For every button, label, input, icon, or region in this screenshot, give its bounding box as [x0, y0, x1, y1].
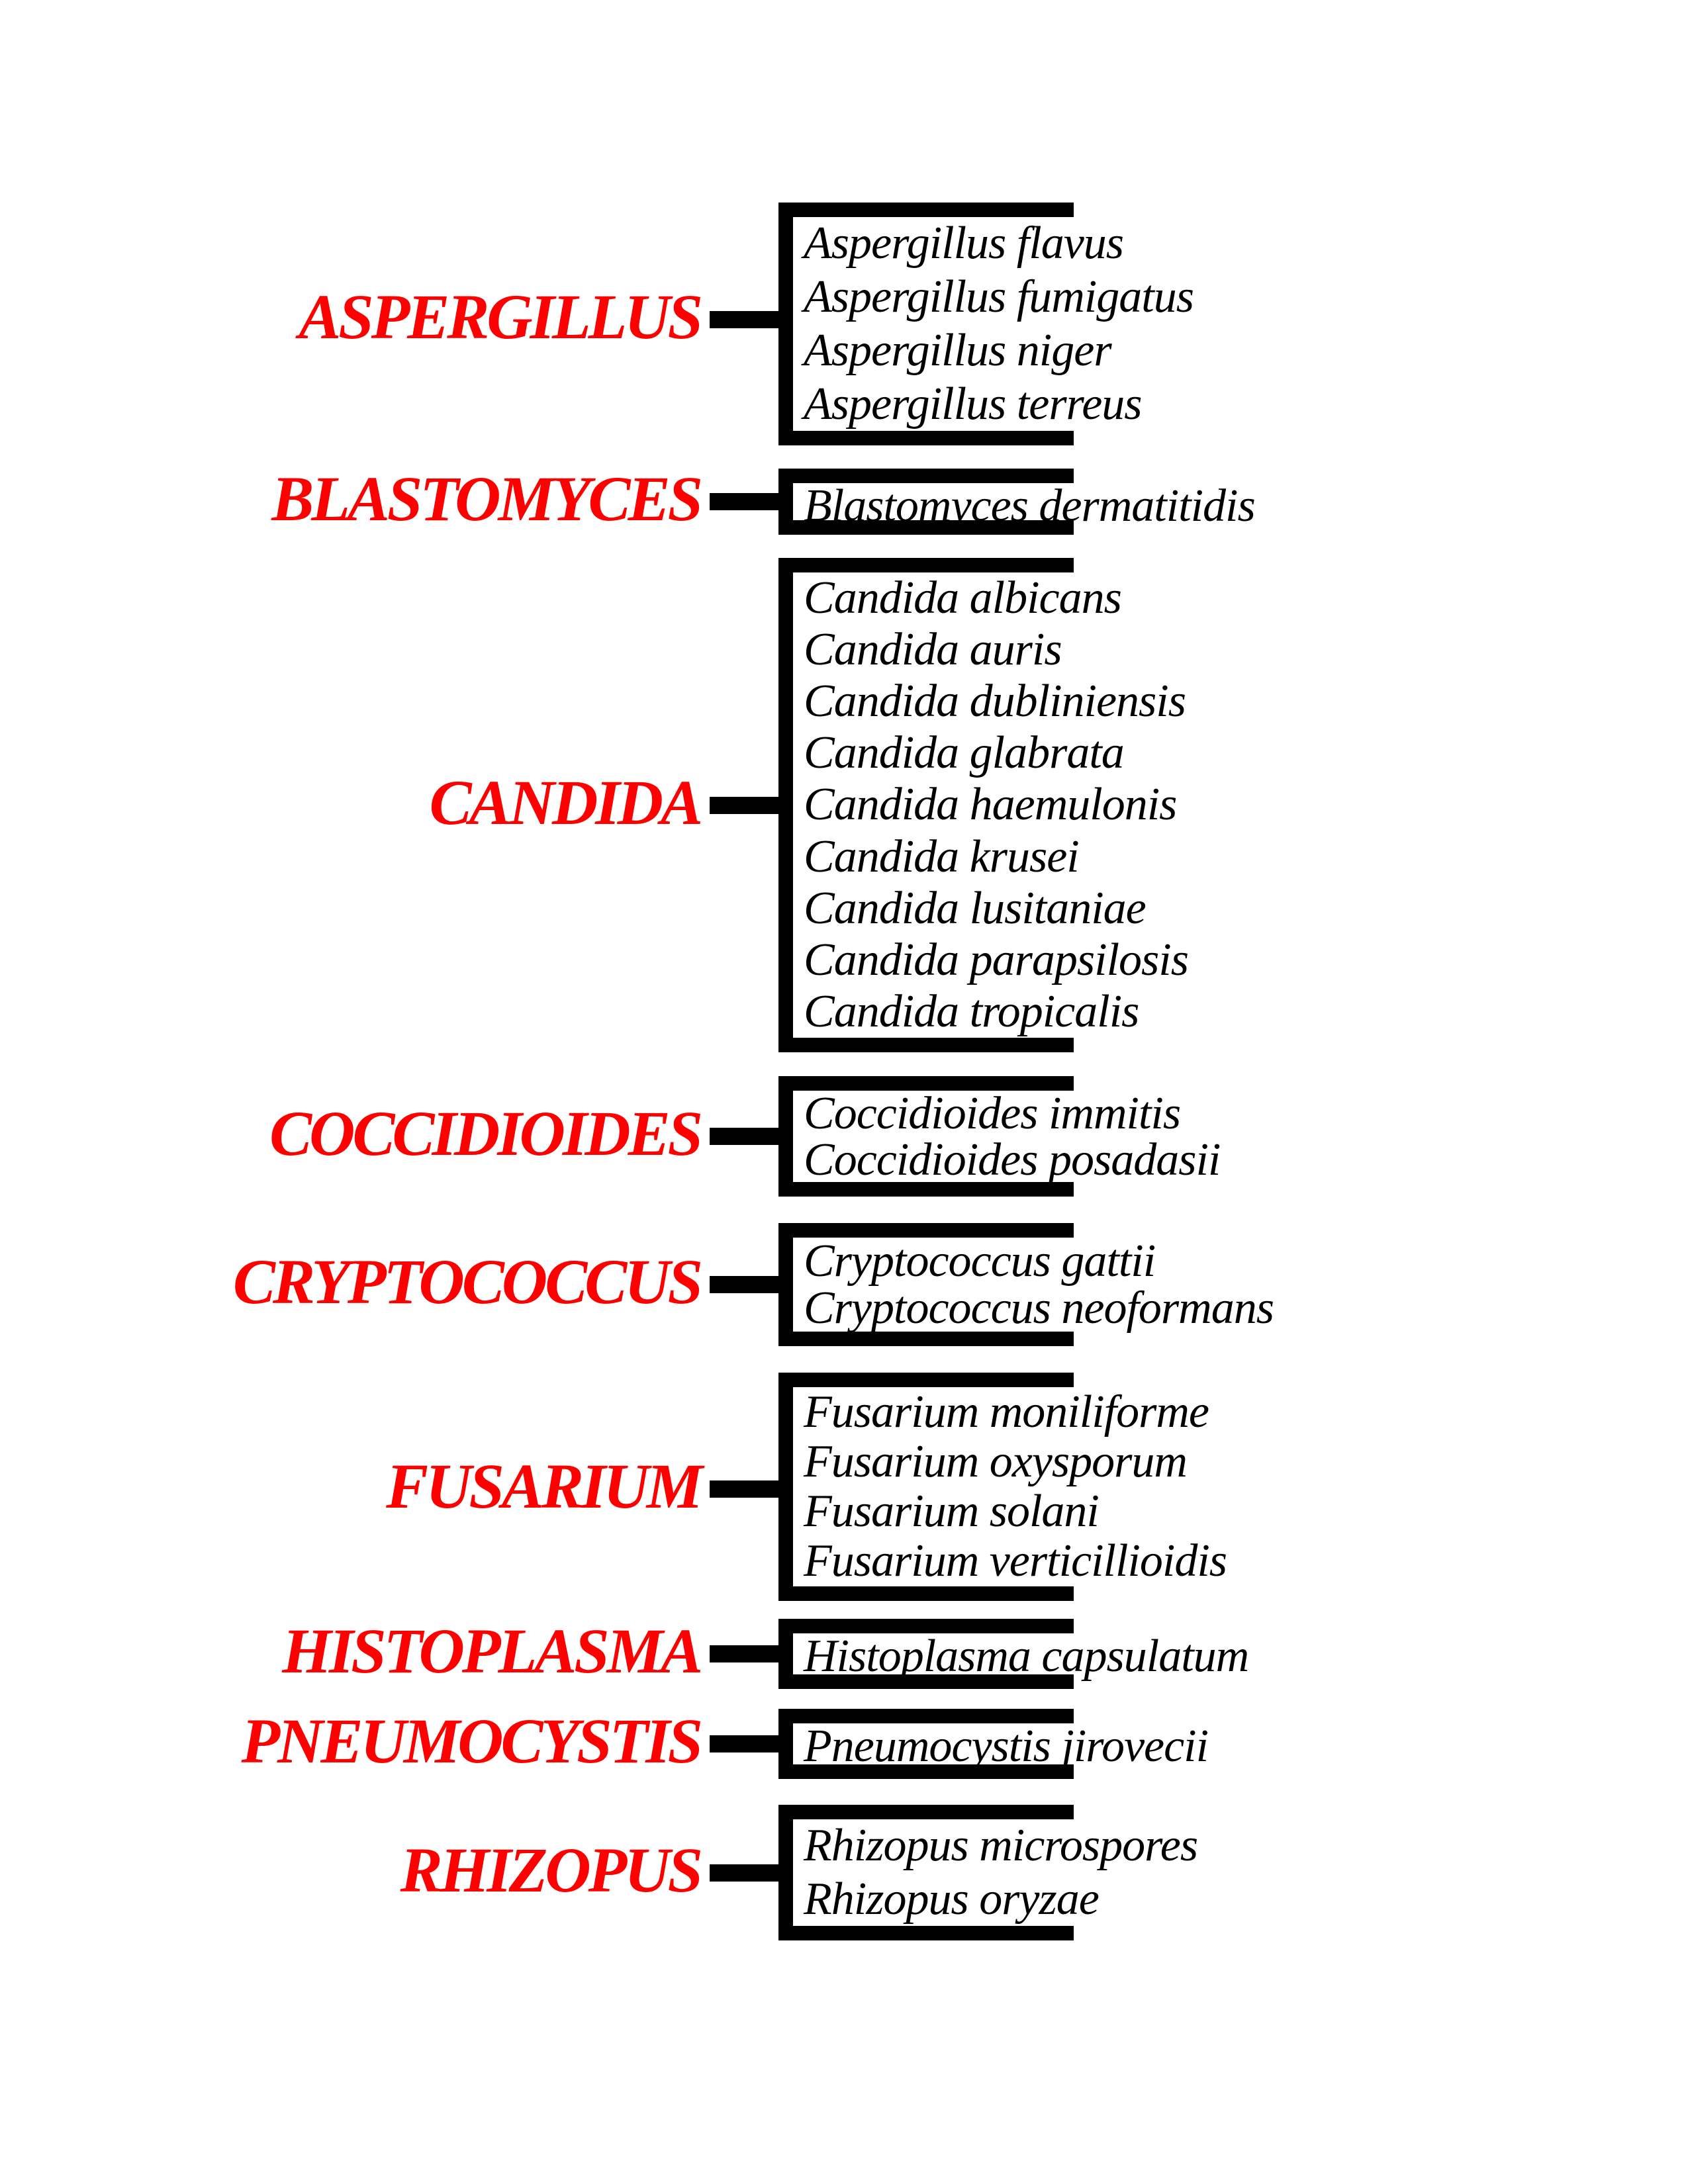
species-list [804, 1819, 1399, 1926]
species-item: Cryptococcus neoformans [804, 1282, 1274, 1334]
species-item: Candida glabrata [804, 727, 1124, 779]
genus-label: BLASTOMYCES [271, 463, 700, 534]
species-item: Rhizopus microspores [804, 1820, 1198, 1872]
species-item: Fusarium verticillioidis [804, 1535, 1227, 1587]
species-list [804, 480, 1399, 531]
species-list [804, 1721, 1399, 1772]
species-item: Candida krusei [804, 831, 1079, 882]
genus-label: HISTOPLASMA [282, 1615, 700, 1686]
species-item: Coccidioides immitis [804, 1088, 1181, 1139]
genus-label: RHIZOPUS [400, 1835, 700, 1905]
species-item: Pneumocystis jirovecii [804, 1721, 1209, 1772]
connector-line [710, 1276, 784, 1293]
species-list [804, 1387, 1399, 1586]
species-item: Candida dubliniensis [804, 676, 1186, 727]
species-item: Candida parapsilosis [804, 934, 1188, 985]
species-item: Candida lusitaniae [804, 882, 1146, 934]
species-list [804, 1088, 1399, 1185]
species-list [804, 1631, 1399, 1682]
species-list [804, 572, 1399, 1038]
species-item: Blastomyces dermatitidis [804, 480, 1255, 531]
species-item: Fusarium oxysporum [804, 1435, 1187, 1487]
bracket-frame [778, 558, 1074, 1052]
species-item: Aspergillus terreus [804, 378, 1142, 430]
species-item: Coccidioides posadasii [804, 1134, 1221, 1185]
bracket-frame [778, 1223, 1074, 1346]
bracket-frame [778, 1619, 1074, 1689]
genus-label: PNEUMOCYSTIS [241, 1706, 700, 1776]
species-item: Rhizopus oryzae [804, 1873, 1099, 1925]
genus-label: CANDIDA [429, 767, 700, 838]
species-item: Fusarium solani [804, 1486, 1099, 1537]
species-item: Candida auris [804, 624, 1062, 676]
connector-line [710, 1864, 784, 1882]
genus-label: FUSARIUM [386, 1451, 700, 1522]
species-item: Aspergillus fumigatus [804, 271, 1194, 323]
connector-line [710, 1128, 784, 1145]
bracket-frame [778, 1709, 1074, 1779]
species-item: Histoplasma capsulatum [804, 1631, 1249, 1682]
connector-line [710, 1645, 784, 1662]
species-item: Candida haemulonis [804, 779, 1177, 831]
species-item: Candida albicans [804, 572, 1121, 624]
species-list [804, 1235, 1399, 1334]
species-item: Aspergillus niger [804, 324, 1111, 376]
species-item: Aspergillus flavus [804, 218, 1124, 269]
bracket-frame [778, 1373, 1074, 1601]
connector-line [710, 1480, 784, 1498]
genus-label: ASPERGILLUS [299, 281, 700, 352]
connector-line [710, 797, 784, 814]
genus-label: COCCIDIOIDES [269, 1098, 700, 1169]
connector-line [710, 311, 784, 328]
genus-label: CRYPTOCOCCUS [233, 1246, 700, 1317]
bracket-frame [778, 1076, 1074, 1197]
bracket-frame [778, 469, 1074, 535]
species-item: Cryptococcus gattii [804, 1235, 1156, 1287]
connector-line [710, 1735, 784, 1752]
species-item: Candida tropicalis [804, 985, 1139, 1037]
species-item: Fusarium moniliforme [804, 1386, 1209, 1437]
bracket-frame [778, 1805, 1074, 1940]
species-list [804, 217, 1399, 431]
connector-line [710, 493, 784, 510]
bracket-frame [778, 203, 1074, 445]
